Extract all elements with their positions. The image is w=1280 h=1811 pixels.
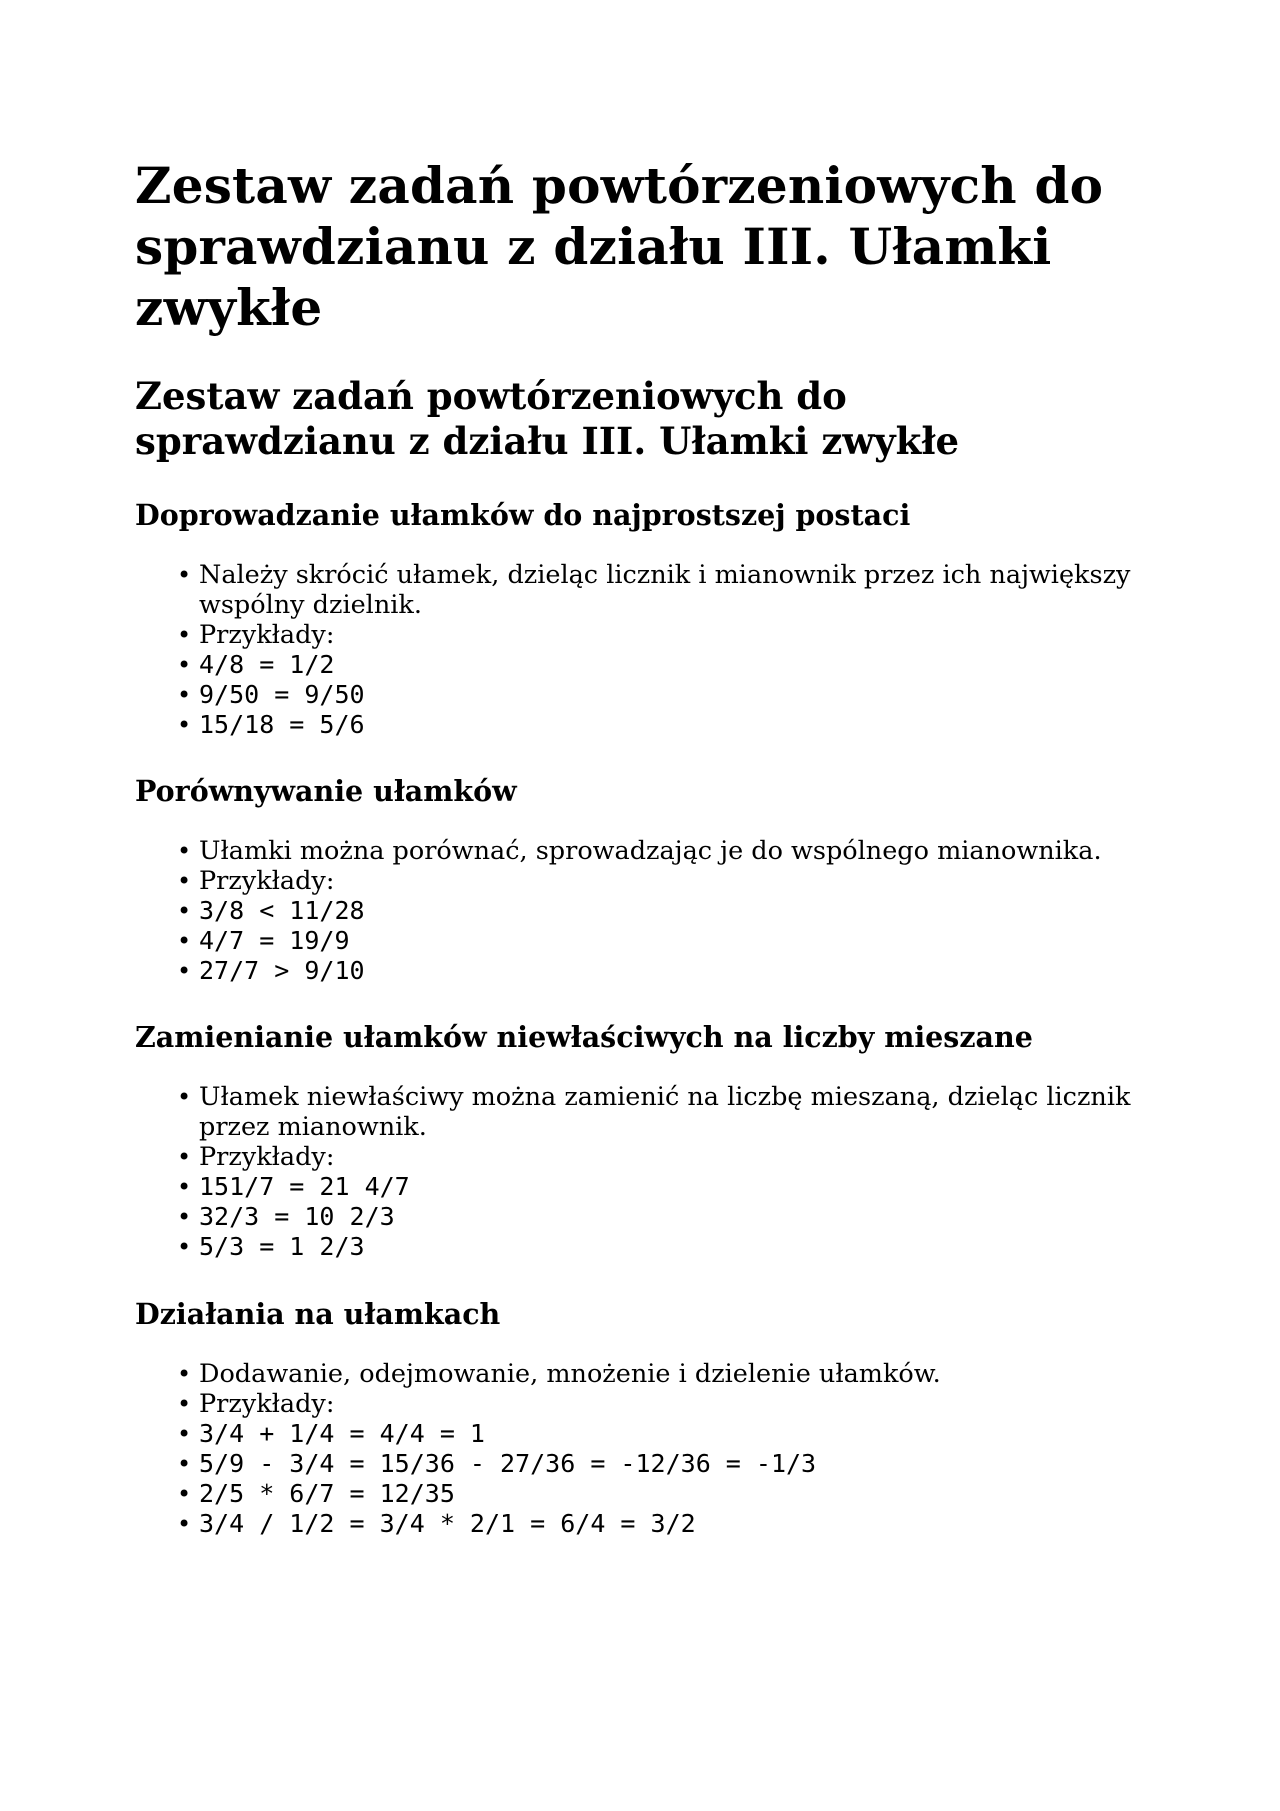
example-text: 15/18 = 5/6	[199, 710, 365, 739]
bullet-icon: •	[177, 897, 192, 925]
example-text: 5/3 = 1 2/3	[199, 1232, 365, 1261]
examples-label: Przykłady:	[199, 1142, 335, 1172]
section-heading: Doprowadzanie ułamków do najprostszej postaci	[135, 498, 911, 532]
bullet-list	[135, 560, 1155, 740]
bullet-icon: •	[177, 621, 192, 649]
example-text: 3/4 / 1/2 = 3/4 * 2/1 = 6/4 = 3/2	[199, 1509, 696, 1538]
example-text: 3/4 + 1/4 = 4/4 = 1	[199, 1419, 485, 1448]
bullet-icon: •	[177, 1083, 192, 1111]
bullet-icon: •	[177, 867, 192, 895]
bullet-icon: •	[177, 1480, 192, 1508]
bullet-icon: •	[177, 1203, 192, 1231]
description-text: Ułamki można porównać, sprowadzając je do wspólnego mianownika.	[199, 836, 1102, 866]
list-item	[177, 1359, 1155, 1389]
example-text: 3/8 < 11/28	[199, 896, 365, 925]
bullet-list	[135, 836, 1155, 986]
bullet-list	[135, 1082, 1155, 1262]
examples-label: Przykłady:	[199, 866, 335, 896]
bullet-icon: •	[177, 561, 192, 589]
bullet-icon: •	[177, 1420, 192, 1448]
list-item	[177, 1082, 1155, 1142]
list-item	[177, 1449, 1155, 1479]
example-text: 151/7 = 21 4/7	[199, 1172, 410, 1201]
list-item	[177, 926, 1155, 956]
bullet-icon: •	[177, 1390, 192, 1418]
bullet-icon: •	[177, 1510, 192, 1538]
description-text: Należy skrócić ułamek, dzieląc licznik i mianownik przez ich największy wspólny dzielnik.	[199, 560, 1131, 620]
list-item	[177, 560, 1155, 620]
bullet-icon: •	[177, 681, 192, 709]
list-item	[177, 1172, 1155, 1202]
bullet-icon: •	[177, 957, 192, 985]
example-text: 9/50 = 9/50	[199, 680, 365, 709]
bullet-icon: •	[177, 837, 192, 865]
list-item	[177, 896, 1155, 926]
bullet-icon: •	[177, 927, 192, 955]
section-simplifying	[135, 497, 1155, 740]
list-item	[177, 1389, 1155, 1419]
example-text: 4/7 = 19/9	[199, 926, 350, 955]
bullet-icon: •	[177, 1233, 192, 1261]
list-item	[177, 620, 1155, 650]
list-item	[177, 1479, 1155, 1509]
examples-label: Przykłady:	[199, 620, 335, 650]
description-text: Dodawanie, odejmowanie, mnożenie i dzielenie ułamków.	[199, 1359, 941, 1389]
section-heading: Zamienianie ułamków niewłaściwych na liczby mieszane	[135, 1020, 1033, 1054]
list-item	[177, 1509, 1155, 1539]
document-subtitle: Zestaw zadań powtórzeniowych do sprawdzianu z działu III. Ułamki zwykłe	[135, 374, 960, 463]
list-item	[177, 1419, 1155, 1449]
list-item	[177, 836, 1155, 866]
list-item	[177, 680, 1155, 710]
bullet-icon: •	[177, 1143, 192, 1171]
section-comparing	[135, 773, 1155, 986]
list-item	[177, 1142, 1155, 1172]
document-title: Zestaw zadań powtórzeniowych do sprawdzianu z działu III. Ułamki zwykłe	[135, 156, 1104, 337]
section-mixed-numbers	[135, 1019, 1155, 1262]
bullet-icon: •	[177, 711, 192, 739]
section-heading: Porównywanie ułamków	[135, 774, 517, 808]
example-text: 2/5 * 6/7 = 12/35	[199, 1479, 455, 1508]
list-item	[177, 866, 1155, 896]
bullet-icon: •	[177, 1173, 192, 1201]
example-text: 32/3 = 10 2/3	[199, 1202, 395, 1231]
bullet-icon: •	[177, 1450, 192, 1478]
list-item	[177, 650, 1155, 680]
list-item	[177, 956, 1155, 986]
example-text: 5/9 - 3/4 = 15/36 - 27/36 = -12/36 = -1/3	[199, 1449, 817, 1478]
section-operations	[135, 1296, 1155, 1539]
bullet-list	[135, 1359, 1155, 1539]
example-text: 27/7 > 9/10	[199, 956, 365, 985]
list-item	[177, 1202, 1155, 1232]
bullet-icon: •	[177, 651, 192, 679]
example-text: 4/8 = 1/2	[199, 650, 335, 679]
bullet-icon: •	[177, 1360, 192, 1388]
section-heading: Działania na ułamkach	[135, 1297, 501, 1331]
description-text: Ułamek niewłaściwy można zamienić na liczbę mieszaną, dzieląc licznik przez mianownik.	[199, 1082, 1131, 1142]
list-item	[177, 1232, 1155, 1262]
list-item	[177, 710, 1155, 740]
examples-label: Przykłady:	[199, 1389, 335, 1419]
